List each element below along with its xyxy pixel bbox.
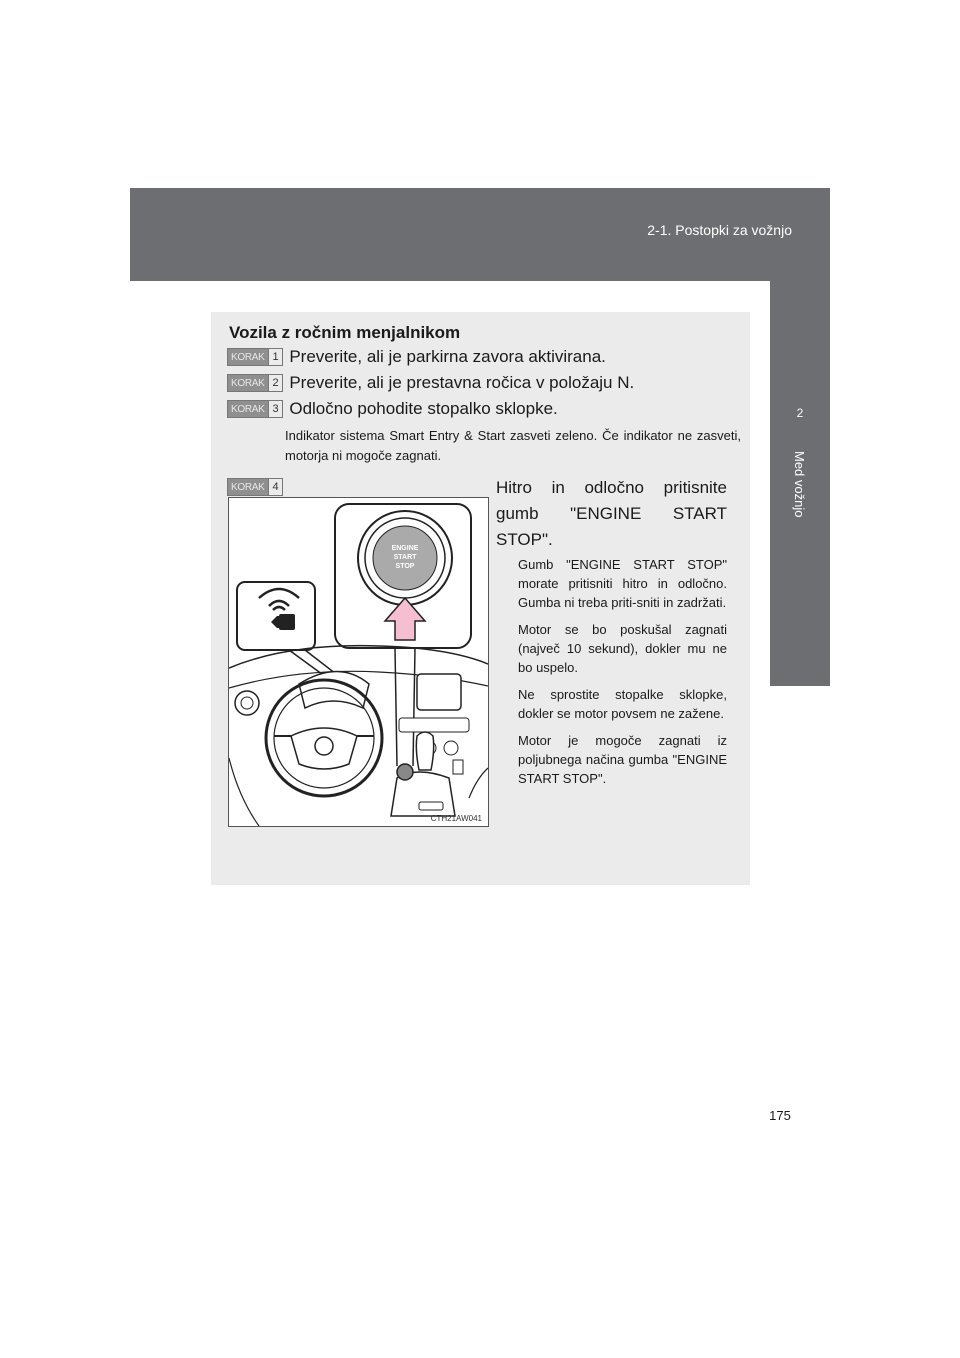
figure-code: CTH21AW041 bbox=[430, 814, 482, 823]
step-badge: KORAK 1 bbox=[227, 348, 283, 366]
step-3-note: Indikator sistema Smart Entry & Start zasveti zeleno. Če indikator ne zasveti, motorja ni mogoče zagnati. bbox=[285, 428, 741, 463]
step-4-badge-row bbox=[227, 477, 283, 497]
center-display bbox=[417, 674, 461, 710]
step-1 bbox=[227, 347, 606, 367]
page-number: 175 bbox=[769, 1108, 791, 1123]
step-badge: KORAK 2 bbox=[227, 374, 283, 392]
chapter-side-tab bbox=[770, 281, 830, 686]
step-text: Preverite, ali je parkirna zavora aktivirana. bbox=[289, 347, 606, 366]
step-4-note: Motor se bo poskušal zagnati (največ 10 sekund), dokler mu ne bo uspelo. bbox=[518, 622, 727, 675]
section-title: Vozila z ročnim menjalnikom bbox=[229, 323, 461, 342]
content-panel bbox=[211, 312, 750, 885]
cabin-start-button bbox=[397, 764, 413, 780]
step-text: Preverite, ali je prestavna ročica v položaju N. bbox=[289, 373, 635, 392]
step-3 bbox=[227, 399, 558, 419]
indicator-callout-box bbox=[237, 582, 315, 650]
step-2 bbox=[227, 373, 634, 393]
step-4-text: Hitro in odločno pritisnite gumb "ENGINE START STOP". bbox=[496, 478, 727, 549]
button-text-line: ENGINE bbox=[391, 545, 419, 552]
gear-shifter bbox=[416, 732, 433, 770]
step-4-note: Gumb "ENGINE START STOP" morate pritisniti hitro in odločno. Gumba ni treba priti-sniti in zadržati. bbox=[518, 557, 727, 610]
step-text: Odločno pohodite stopalko sklopke. bbox=[289, 399, 558, 418]
step-badge: KORAK 4 bbox=[227, 478, 283, 496]
step-4-note: Ne sprostite stopalke sklopke, dokler se motor povsem ne zažene. bbox=[518, 687, 727, 721]
button-text-line: STOP bbox=[395, 563, 415, 570]
chapter-label: Med vožnjo bbox=[792, 451, 807, 518]
chapter-number: 2 bbox=[796, 406, 804, 420]
chapter-title: 2-1. Postopki za vožnjo bbox=[647, 222, 792, 238]
button-text-line: START bbox=[393, 554, 417, 561]
engine-start-figure bbox=[228, 497, 489, 827]
step-4-notes bbox=[518, 555, 727, 796]
step-badge: KORAK 3 bbox=[227, 400, 283, 418]
chapter-header bbox=[130, 188, 830, 281]
dashboard-illustration bbox=[229, 498, 488, 826]
step-4-note: Motor je mogoče zagnati iz poljubnega načina gumba "ENGINE START STOP". bbox=[518, 733, 727, 786]
